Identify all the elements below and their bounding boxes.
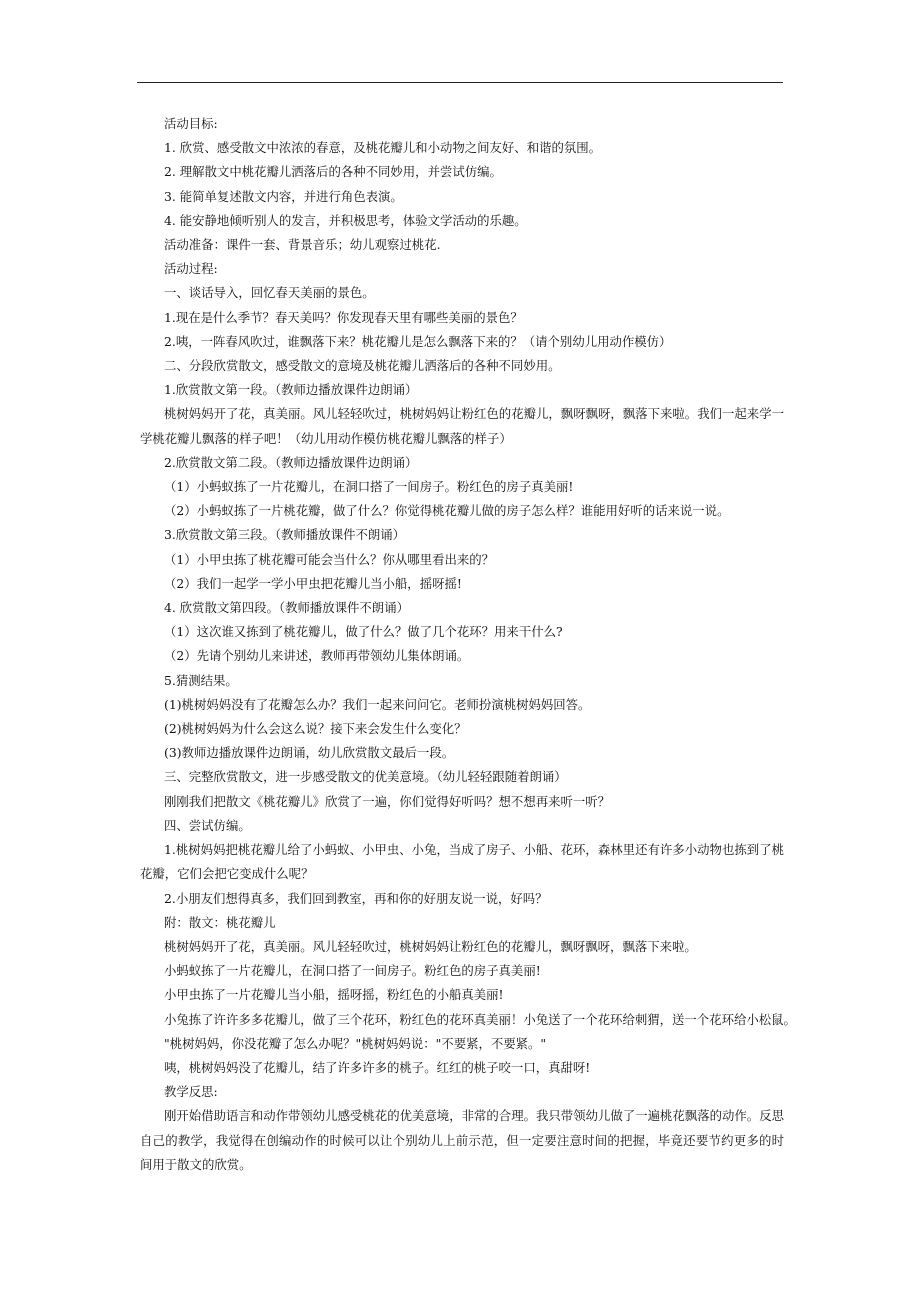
section-heading-reflection: 教学反思:	[164, 1084, 218, 1100]
goal-item: 1. 欣赏、感受散文中浓浓的春意，及桃花瓣儿和小动物之间友好、和谐的氛围。	[164, 140, 602, 156]
step-heading: 三、完整欣赏散文，进一步感受散文的优美意境。（幼儿轻轻跟随着朗诵）	[164, 769, 567, 785]
poem-line: 咦，桃树妈妈没了花瓣儿，结了许多许多的桃子。红红的桃子咬一口，真甜呀!	[164, 1059, 591, 1075]
poem-line: 小蚂蚁拣了一片花瓣儿，在洞口搭了一间房子。粉红色的房子真美丽!	[164, 963, 541, 979]
document-body	[140, 112, 796, 1177]
appendix-title: 附：散文：桃花瓣儿	[164, 914, 276, 930]
sub-item: （1）小甲虫拣了桃花瓣可能会当什么？你从哪里看出来的？	[164, 551, 495, 567]
step-item: 2.欣赏散文第二段。（教师边播放课件边朗诵）	[164, 454, 418, 470]
step-item: 3.欣赏散文第三段。（教师播放课件不朗诵）	[164, 527, 406, 543]
poem-line: 桃树妈妈开了花，真美丽。风儿轻轻吹过，桃树妈妈让粉红色的花瓣儿，飘呀飘呀，飘落下来啦。	[164, 938, 697, 954]
step-item: 2.小朋友们想得真多，我们回到教室，再和你的好朋友说一说，好吗？	[164, 890, 548, 906]
step-heading: 一、谈话导入，回忆春天美丽的景色。	[164, 285, 375, 301]
paragraph: 桃树妈妈开了花，真美丽。风儿轻轻吹过，桃树妈妈让粉红色的花瓣儿，飘呀飘呀，飘落下来啦。我们一起来学一学桃花瓣儿飘落的样子吧！（幼儿用动作模仿桃花瓣儿飘落的样子）	[140, 406, 784, 446]
sub-item: （1）小蚂蚁拣了一片花瓣儿，在洞口搭了一间房子。粉红色的房子真美丽!	[164, 479, 574, 495]
step-item: 1.桃树妈妈把桃花瓣儿给了小蚂蚁、小甲虫、小兔，当成了房子、小船、花环，森林里还有许多小动物也拣到了桃花瓣，它们会把它变成什么呢？	[140, 842, 784, 882]
sub-item: （1）这次谁又拣到了桃花瓣儿，做了什么？做了几个花环？用来干什么?	[164, 624, 563, 640]
step-item: 2.咦，一阵春风吹过，谁飘落下来？桃花瓣儿是怎么飘落下来的？（请个别幼儿用动作模仿）	[164, 333, 672, 349]
sub-item: (2)桃树妈妈为什么会这么说？接下来会发生什么变化？	[164, 721, 467, 737]
step-item: 1.欣赏散文第一段。（教师边播放课件边朗诵）	[164, 382, 418, 398]
poem-line: 小兔拣了许许多多花瓣儿，做了三个花环，粉红色的花环真美丽！小兔送了一个花环给刺猬，送一个花环给小松鼠。	[164, 1011, 796, 1027]
step-item: 1.现在是什么季节？春天美吗？你发现春天里有哪些美丽的景色？	[164, 309, 523, 325]
sub-item: （2）我们一起学一学小甲虫把花瓣儿当小船，摇呀摇!	[164, 575, 462, 591]
goal-item: 2. 理解散文中桃花瓣儿洒落后的各种不同妙用，并尝试仿编。	[164, 164, 502, 180]
preparation-line: 活动准备：课件一套、背景音乐；幼儿观察过桃花.	[164, 237, 441, 253]
goal-item: 3. 能简单复述散文内容，并进行角色表演。	[164, 188, 403, 204]
step-heading: 二、分段欣赏散文，感受散文的意境及桃花瓣儿洒落后的各种不同妙用。	[164, 358, 561, 374]
sub-item: (1)桃树妈妈没有了花瓣怎么办？我们一起来问问它。老师扮演桃树妈妈回答。	[164, 696, 591, 712]
step-heading: 四、尝试仿编。	[164, 817, 251, 833]
poem-line: "桃树妈妈，你没花瓣了怎么办呢？"桃树妈妈说："不要紧，不要紧。"	[164, 1035, 547, 1051]
step-item: 5.猜测结果。	[164, 672, 238, 688]
sub-item: (3)教师边播放课件边朗诵，幼儿欣赏散文最后一段。	[164, 745, 455, 761]
section-heading-process: 活动过程:	[164, 261, 218, 277]
paragraph: 刚刚我们把散文《桃花瓣儿》欣赏了一遍，你们觉得好听吗？想不想再来听一听？	[164, 793, 611, 809]
sub-item: （2）小蚂蚁拣了一片桃花瓣，做了什么？你觉得桃花瓣儿做的房子怎么样？谁能用好听的话来说一说。	[164, 503, 730, 519]
header-rule	[137, 82, 783, 83]
poem-line: 小甲虫拣了一片花瓣儿当小船，摇呀摇，粉红色的小船真美丽!	[164, 987, 504, 1003]
goal-item: 4. 能安静地倾听别人的发言，并积极思考，体验文学活动的乐趣。	[164, 212, 527, 228]
reflection-paragraph: 刚开始借助语言和动作带领幼儿感受桃花的优美意境，非常的合理。我只带领幼儿做了一遍桃花飘落的动作。反思自己的教学，我觉得在创编动作的时候可以让个别幼儿上前示范，但一定要注意时间的把握，毕竟还要节约更多的时间用于散文的欣赏。	[140, 1108, 784, 1172]
step-item: 4. 欣赏散文第四段。（教师播放课件不朗诵）	[164, 600, 409, 616]
section-heading-goals: 活动目标:	[164, 116, 218, 131]
sub-item: （2）先请个别幼儿来讲述，教师再带领幼儿集体朗诵。	[164, 648, 470, 664]
